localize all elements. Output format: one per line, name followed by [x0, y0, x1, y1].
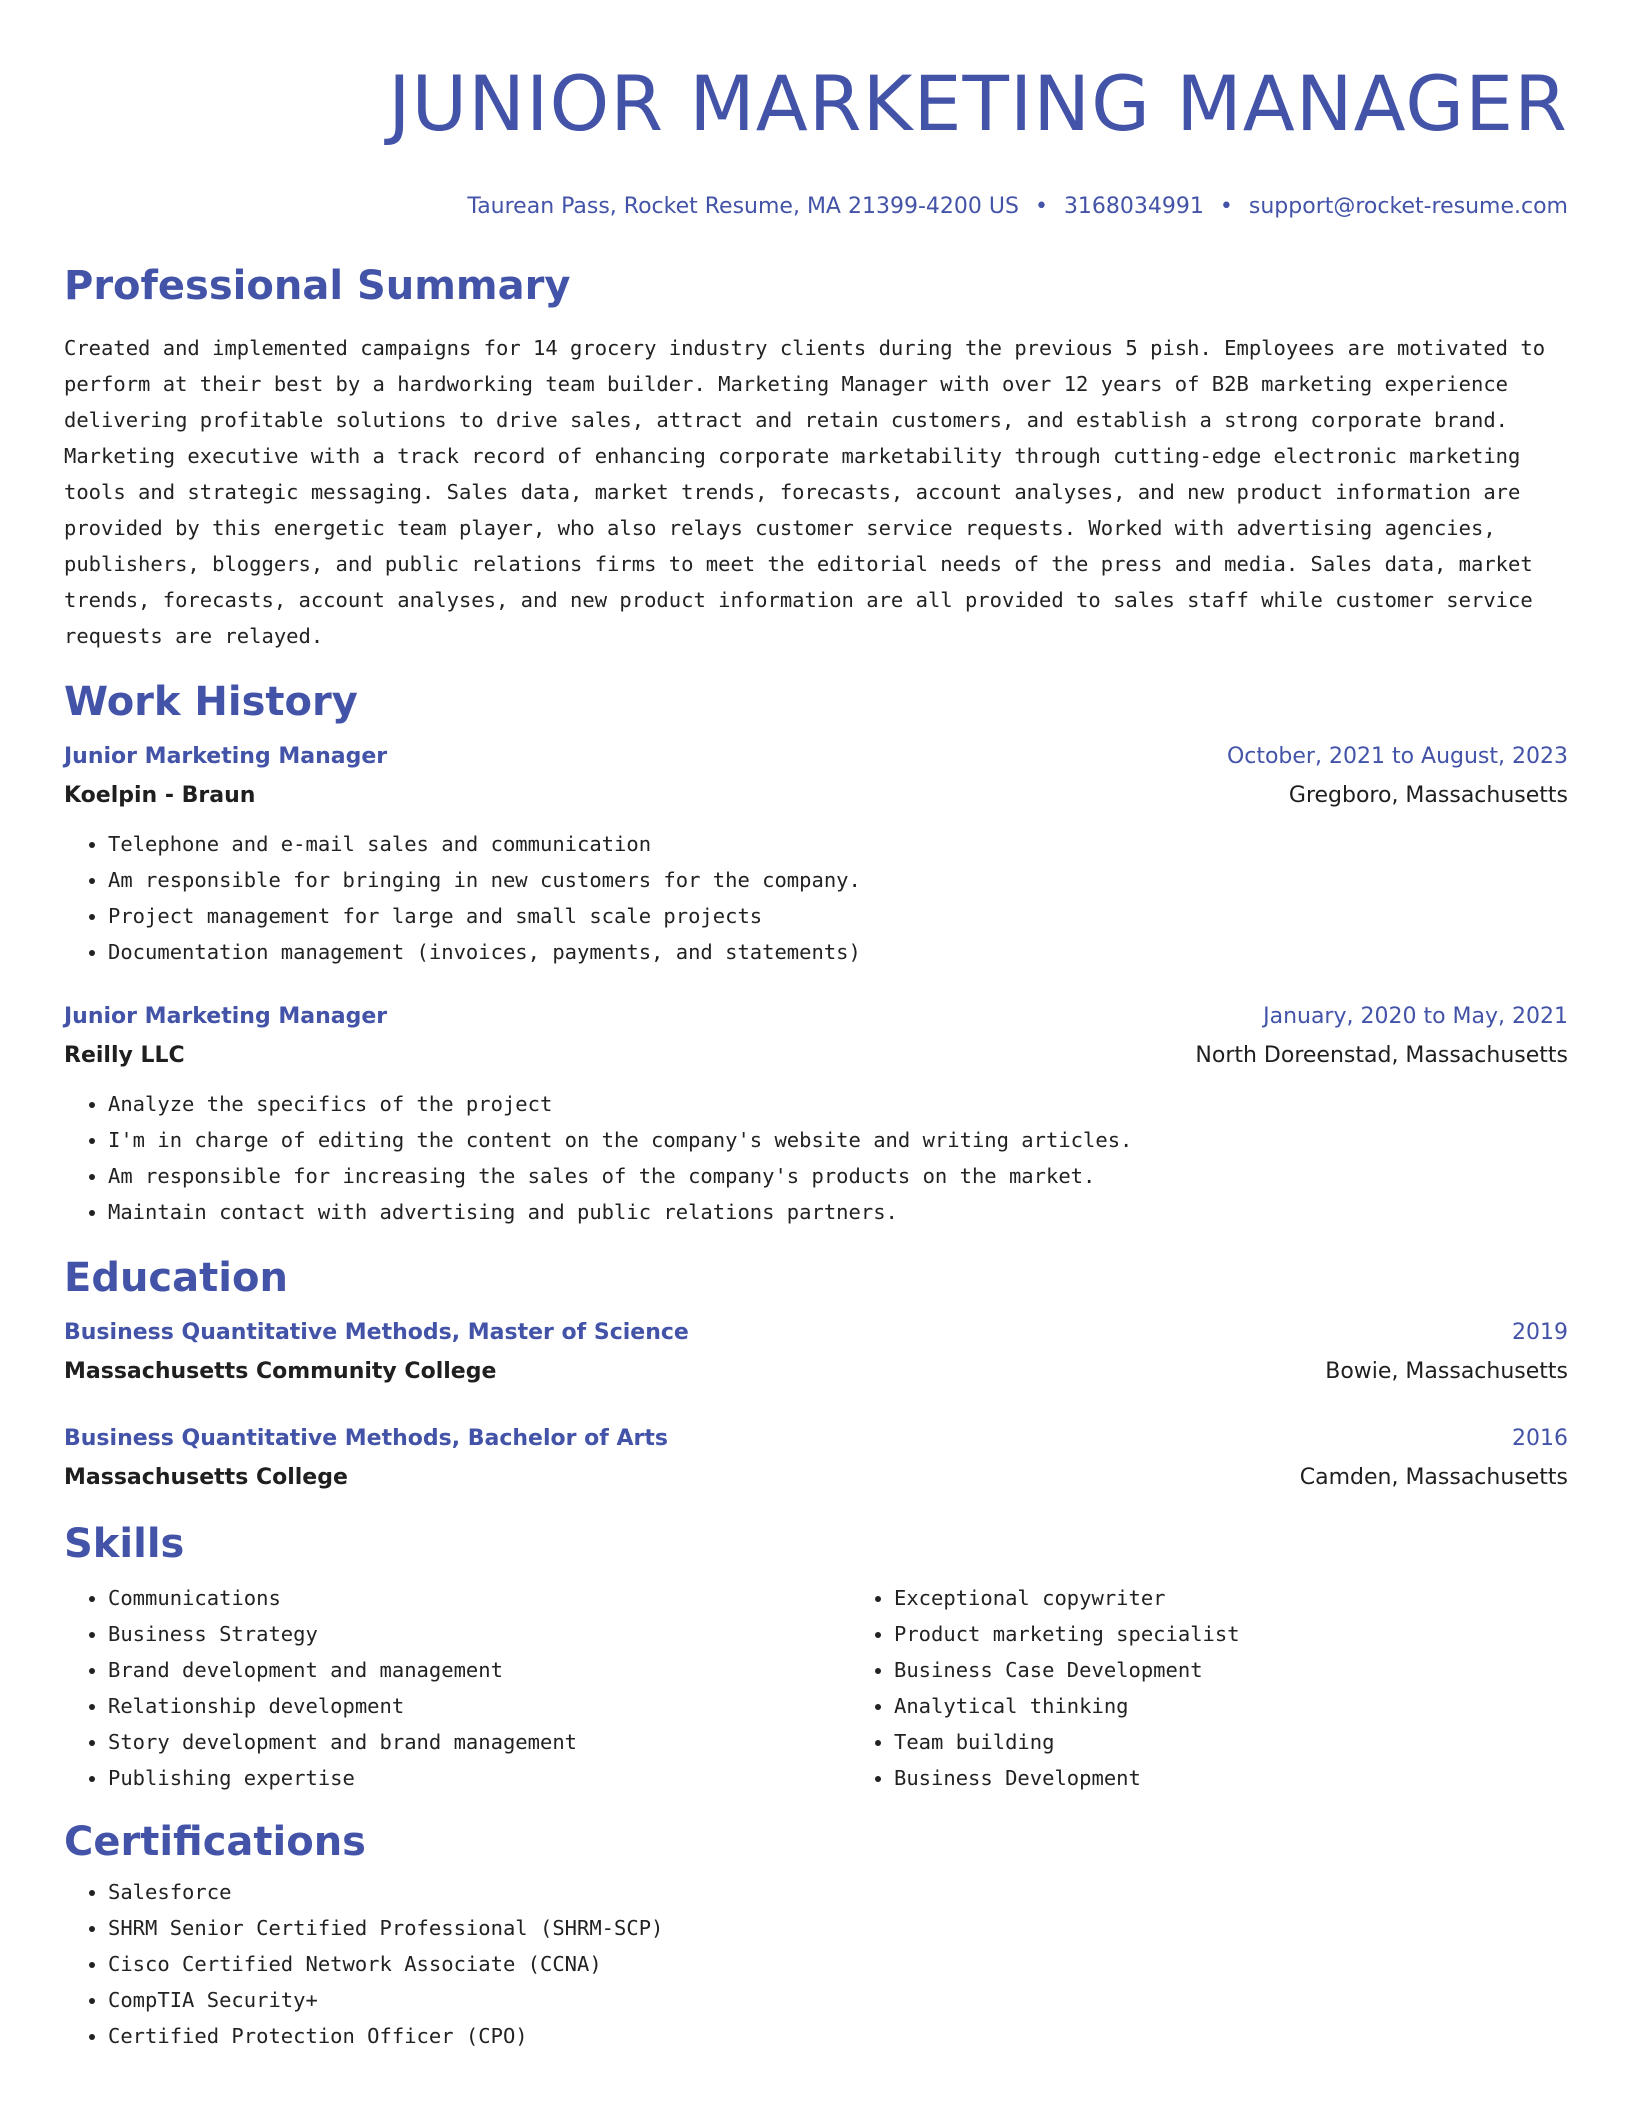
contact-line [64, 192, 1568, 222]
job-bullet: • Project management for large and small scale projects [108, 898, 1568, 934]
job-bullet: • Maintain contact with advertising and public relations partners. [108, 1194, 1568, 1230]
address: Taurean Pass, Rocket Resume, MA 21399-4200 US [467, 194, 1019, 219]
job-bullet: • Am responsible for bringing in new customers for the company. [108, 862, 1568, 898]
phone-number[interactable]: 3168034991 [1063, 194, 1204, 219]
education-entry [64, 1314, 1568, 1392]
section-title-summary: Professional Summary [64, 263, 571, 309]
job-location: Gregboro, Massachusetts [1288, 783, 1568, 808]
email-link[interactable]: support@rocket-resume.com [1248, 194, 1568, 219]
skill-item: • Team building [894, 1724, 1568, 1760]
skill-item: • Business Development [894, 1760, 1568, 1796]
skills-grid [64, 1580, 1568, 1796]
certification-item: • Certified Protection Officer (CPO) [108, 2018, 1568, 2054]
job-entry [64, 738, 1568, 970]
skill-item: • Business Strategy [108, 1616, 850, 1652]
skill-item: • Analytical thinking [894, 1688, 1568, 1724]
section-title-skills: Skills [64, 1521, 185, 1567]
skill-item: • Business Case Development [894, 1652, 1568, 1688]
certification-item: • CompTIA Security+ [108, 1982, 1568, 2018]
resume-header [64, 58, 1568, 222]
skill-item: • Publishing expertise [108, 1760, 850, 1796]
school-name: Massachusetts Community College [64, 1359, 497, 1384]
job-location: North Doreenstad, Massachusetts [1195, 1043, 1568, 1068]
skill-item: • Brand development and management [108, 1652, 850, 1688]
skills-list-left [64, 1580, 850, 1796]
job-bullet: • Am responsible for increasing the sales of the company's products on the market. [108, 1158, 1568, 1194]
job-bullet-list [64, 826, 1568, 970]
section-title-certifications: Certifications [64, 1819, 366, 1865]
section-title-work-history: Work History [64, 679, 358, 725]
graduation-year: 2016 [1512, 1426, 1568, 1451]
job-bullet: • Analyze the specifics of the project [108, 1086, 1568, 1122]
skills-list-right [850, 1580, 1568, 1796]
job-bullet: • Telephone and e-mail sales and communication [108, 826, 1568, 862]
skill-item: • Communications [108, 1580, 850, 1616]
separator-dot: • [1219, 194, 1233, 219]
skill-item: • Relationship development [108, 1688, 850, 1724]
degree-name: Business Quantitative Methods, Bachelor of Arts [64, 1426, 668, 1451]
summary-text: Created and implemented campaigns for 14 grocery industry clients during the previous 5 pish. Employees are motivated to perform at their best by a hardworking team builder. Marketing Manager with over 12 years of B2B marketing experience delivering profitable solutions to drive sales, attract and retain customers, and establish a strong corporate brand. Marketing executive with a track record of enhancing corporate marketability through cutting-edge electronic marketing tools and strategic messaging. Sales data, market trends, forecasts, account analyses, and new product information are provided by this energetic team player, who also relays customer service requests. Worked with advertising agencies, publishers, bloggers, and public relations firms to meet the editorial needs of the press and media. Sales data, market trends, forecasts, account analyses, and new product information are all provided to sales staff while customer service requests are relayed. [64, 336, 1546, 648]
section-title-education: Education [64, 1255, 288, 1301]
job-bullet: • I'm in charge of editing the content on the company's website and writing articles. [108, 1122, 1568, 1158]
company-name: Reilly LLC [64, 1043, 185, 1068]
job-bullet: • Documentation management (invoices, payments, and statements) [108, 934, 1568, 970]
certification-item: • Salesforce [108, 1874, 1568, 1910]
job-title: Junior Marketing Manager [64, 744, 388, 769]
job-entry [64, 998, 1568, 1230]
graduation-year: 2019 [1512, 1320, 1568, 1345]
certification-item: • Cisco Certified Network Associate (CCNA) [108, 1946, 1568, 1982]
school-location: Camden, Massachusetts [1299, 1465, 1568, 1490]
separator-dot: • [1034, 194, 1048, 219]
education-entry [64, 1420, 1568, 1498]
skill-item: • Exceptional copywriter [894, 1580, 1568, 1616]
certification-item: • SHRM Senior Certified Professional (SHRM-SCP) [108, 1910, 1568, 1946]
degree-name: Business Quantitative Methods, Master of Science [64, 1320, 689, 1345]
job-title: Junior Marketing Manager [64, 1004, 388, 1029]
school-name: Massachusetts College [64, 1465, 348, 1490]
job-dates: January, 2020 to May, 2021 [1263, 1004, 1568, 1029]
company-name: Koelpin - Braun [64, 783, 256, 808]
skill-item: • Story development and brand management [108, 1724, 850, 1760]
job-bullet-list [64, 1086, 1568, 1230]
skill-item: • Product marketing specialist [894, 1616, 1568, 1652]
certifications-list [64, 1874, 1568, 2054]
job-dates: October, 2021 to August, 2023 [1226, 744, 1568, 769]
candidate-title: JUNIOR MARKETING MANAGER [388, 59, 1568, 148]
school-location: Bowie, Massachusetts [1325, 1359, 1568, 1384]
